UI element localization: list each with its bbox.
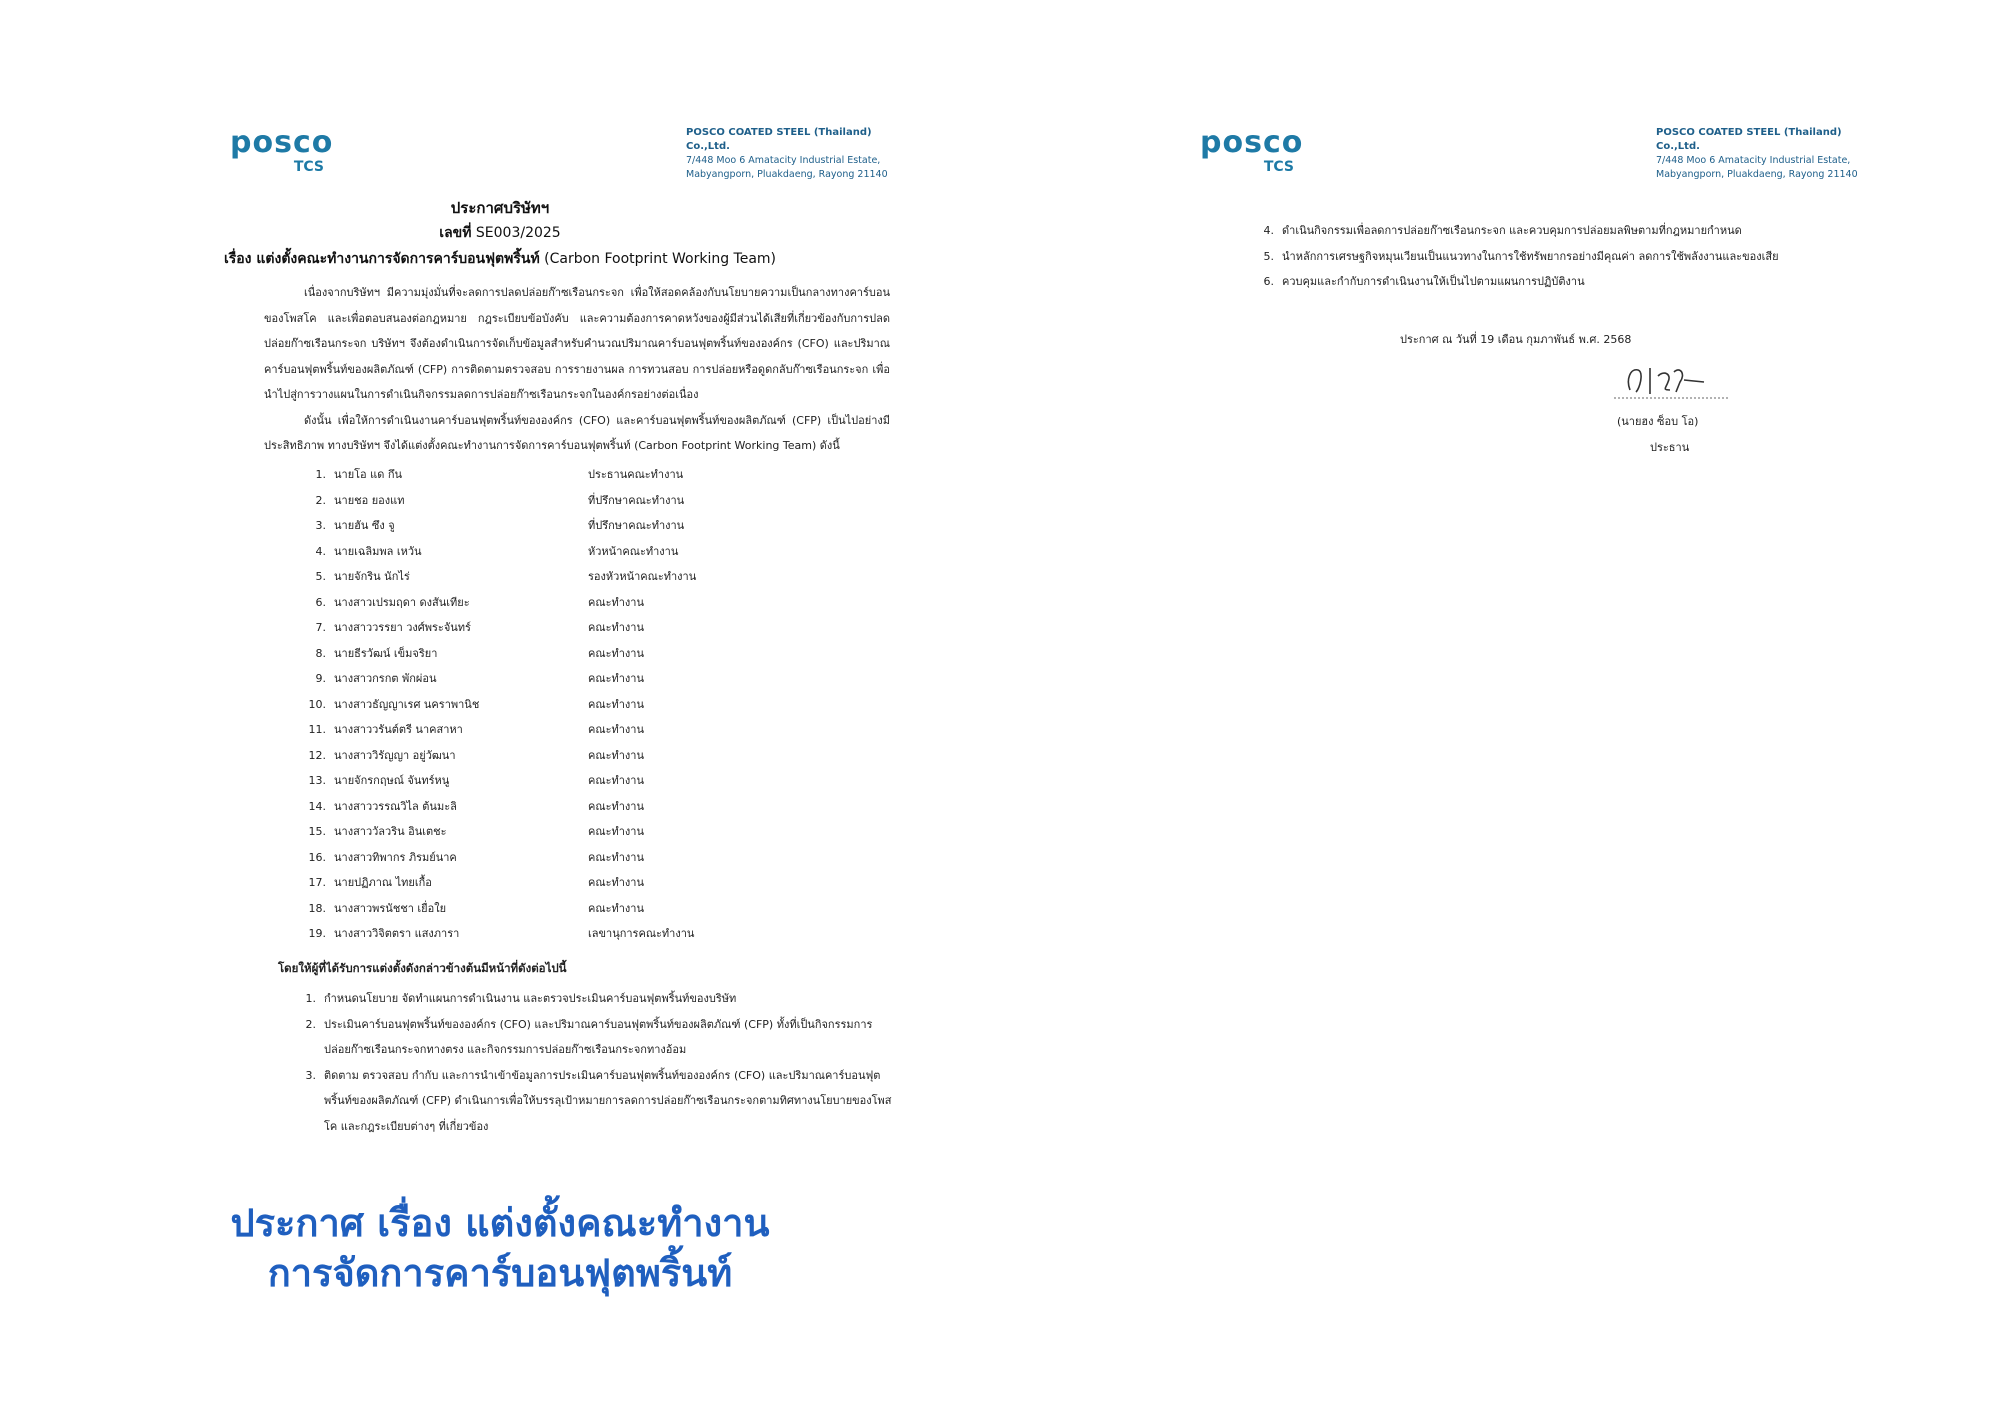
duty-number: 4.	[1263, 224, 1274, 237]
member-role: คณะทำงาน	[588, 748, 644, 762]
member-role: คณะทำงาน	[588, 621, 644, 634]
logo-word: posco	[230, 125, 334, 160]
banner-title-line2: การจัดการคาร์บอนฟุตพริ้นท์	[267, 1251, 733, 1295]
duty-item	[1258, 244, 1858, 270]
duty-item	[300, 986, 892, 1012]
member-number: 7.	[315, 621, 326, 634]
announcement-subject	[0, 248, 1000, 270]
duty-text: ประเมินคาร์บอนฟุตพริ้นท์ขององค์กร (CFO) และปริมาณคาร์บอนฟุตพริ้นท์ของผลิตภัณฑ์ (CFP) ทั้งที่เป็นกิจกรรมการปล่อยก๊าซเรือนกระจกทางตรง และกิจกรรมการปล่อยก๊าซเรือนกระจกทางอ้อม	[324, 1017, 873, 1056]
member-row	[300, 488, 800, 514]
duty-text: กำหนดนโยบาย จัดทำแผนการดำเนินงาน และตรวจประเมินคาร์บอนฟุตพริ้นท์ของบริษัท	[324, 992, 737, 1005]
company-header	[686, 126, 916, 182]
member-row	[300, 590, 800, 616]
member-role: คณะทำงาน	[588, 774, 644, 787]
member-name: นางสาววรันต์ตรี นาคสาหา	[334, 723, 463, 736]
member-name: นายฮัน ซึง จู	[334, 519, 395, 532]
subject-english: (Carbon Footprint Working Team)	[544, 251, 777, 267]
duty-item	[300, 1063, 892, 1140]
member-row	[300, 462, 800, 488]
member-role: คณะทำงาน	[588, 876, 644, 889]
signer-name: (นายฮง ซ็อบ โอ)	[1617, 415, 1699, 428]
body-paragraphs	[264, 280, 890, 459]
member-name: นายจักริน นักไร่	[334, 570, 410, 583]
duty-number: 6.	[1263, 275, 1274, 288]
logo-sub: TCS	[293, 159, 324, 175]
member-number: 19.	[308, 927, 326, 940]
number-label: เลขที่	[439, 225, 472, 241]
member-number: 10.	[308, 697, 326, 711]
duty-item	[300, 1012, 892, 1063]
member-role: ที่ปรึกษาคณะทำงาน	[588, 493, 685, 507]
member-number: 6.	[315, 595, 326, 609]
paragraph-2: ดังนั้น เพื่อให้การดำเนินงานคาร์บอนฟุตพริ้นท์ขององค์กร (CFO) และคาร์บอนฟุตพริ้นท์ของผลิตภัณฑ์ (CFP) เป็นไปอย่างมีประสิทธิภาพ ทางบริษัทฯ จึงได้แต่งตั้งคณะทำงานการจัดการคาร์บอนฟุตพริ้นท์ (Carbon Footprint Working Team) ดังนี้	[264, 413, 890, 452]
company-address-line1: 7/448 Moo 6 Amatacity Industrial Estate,	[1656, 155, 1851, 166]
duty-text: ติดตาม ตรวจสอบ กำกับ และการนำเข้าข้อมูลการประเมินคาร์บอนฟุตพริ้นท์ขององค์กร (CFO) และปริมาณคาร์บอนฟุตพริ้นท์ของผลิตภัณฑ์ (CFP) ดำเนินการเพื่อให้บรรลุเป้าหมายการลดการปล่อยก๊าซเรือนกระจกตามทิศทางนโยบายของโพสโค และกฎระเบียบต่างๆ ที่เกี่ยวข้อง	[324, 1068, 892, 1133]
member-name: นางสาวพรนัชชา เยื่อใย	[334, 901, 447, 915]
number-value: SE003/2025	[475, 225, 561, 241]
member-name: นางสาวทิพากร ภิรมย์นาค	[334, 850, 457, 864]
duty-item	[1258, 269, 1858, 295]
member-name: นางสาววิจิตตรา แสงภารา	[334, 927, 460, 940]
member-number: 13.	[308, 774, 326, 787]
member-number: 3.	[315, 519, 326, 532]
announcement-date: ประกาศ ณ วันที่ 19 เดือน กุมภาพันธ์ พ.ศ. 2568	[1400, 333, 1632, 346]
member-name: นางสาวเปรมฤดา ดงสันเทียะ	[334, 595, 470, 609]
member-name: นายชอ ยองแท	[334, 493, 405, 507]
document-page-2	[1000, 0, 2000, 1414]
signer-title: ประธาน	[1650, 441, 1690, 454]
duty-text: นำหลักการเศรษฐกิจหมุนเวียนเป็นแนวทางในการใช้ทรัพยากรอย่างมีคุณค่า ลดการใช้พลังงานและของเสีย	[1282, 249, 1779, 263]
duties-list-page1	[300, 986, 892, 1139]
member-number: 15.	[308, 825, 326, 838]
member-name: นางสาววรรยา วงศ์พระจันทร์	[334, 621, 471, 634]
duty-number: 5.	[1263, 249, 1274, 263]
members-list	[300, 462, 800, 947]
member-name: นายโอ แด กึน	[334, 468, 403, 481]
duty-number: 3.	[305, 1068, 316, 1082]
member-number: 12.	[308, 748, 326, 762]
duty-text: ควบคุมและกำกับการดำเนินงานให้เป็นไปตามแผนการปฏิบัติงาน	[1282, 275, 1585, 288]
duties-title: โดยให้ผู้ที่ได้รับการแต่งตั้งดังกล่าวข้างต้นมีหน้าที่ดังต่อไปนี้	[278, 961, 567, 975]
member-name: นางสาวธัญญาเรศ นคราพานิช	[334, 697, 480, 711]
logo-word: posco	[1200, 125, 1304, 160]
member-name: นายจักรกฤษณ์ จันทร์หนู	[334, 774, 450, 787]
member-number: 18.	[308, 901, 326, 915]
member-role: คณะทำงาน	[588, 723, 644, 736]
member-row	[300, 896, 800, 922]
member-role: คณะทำงาน	[588, 697, 644, 711]
member-row	[300, 717, 800, 743]
member-row	[300, 921, 800, 947]
member-row	[300, 666, 800, 692]
member-row	[300, 513, 800, 539]
member-row	[300, 692, 800, 718]
member-name: นางสาววรรณวิไล ต้นมะลิ	[334, 799, 457, 813]
member-row	[300, 743, 800, 769]
member-name: นายปฏิภาณ ไทยเกื้อ	[334, 876, 432, 889]
member-name: นางสาวกรกต พักผ่อน	[334, 672, 437, 685]
company-name: POSCO COATED STEEL (Thailand) Co.,Ltd.	[686, 127, 872, 152]
duty-number: 1.	[305, 992, 316, 1005]
duty-number: 2.	[305, 1017, 316, 1031]
signature-image	[1600, 360, 1740, 406]
member-name: นางสาววัลวริน อินเตชะ	[334, 825, 447, 838]
company-header	[1656, 126, 1886, 182]
member-role: หัวหน้าคณะทำงาน	[588, 544, 679, 558]
member-number: 5.	[315, 570, 326, 583]
member-role: คณะทำงาน	[588, 595, 644, 609]
member-row	[300, 539, 800, 565]
member-number: 8.	[315, 646, 326, 660]
member-row	[300, 794, 800, 820]
member-number: 4.	[315, 544, 326, 558]
paragraph-1: เนื่องจากบริษัทฯ มีความมุ่งมั่นที่จะลดการปลดปล่อยก๊าซเรือนกระจก เพื่อให้สอดคล้องกับนโยบายความเป็นกลางทางคาร์บอนของโพสโค และเพื่อตอบสนองต่อกฎหมาย กฎระเบียบข้อบังคับ และความต้องการคาดหวังของผู้มีส่วนได้เสียที่เกี่ยวข้องกับการปลดปล่อยก๊าซเรือนกระจก บริษัทฯ จึงต้องดำเนินการจัดเก็บข้อมูลสำหรับคำนวณปริมาณคาร์บอนฟุตพริ้นท์ขององค์กร (CFO) และปริมาณคาร์บอนฟุตพริ้นท์ของผลิตภัณฑ์ (CFP) การติดตามตรวจสอบ การรายงานผล การทวนสอบ การปล่อยหรือดูดกลับก๊าซเรือนกระจก เพื่อนำไปสู่การวางแผนในการดำเนินกิจกรรมลดการปล่อยก๊าซเรือนกระจกในองค์กรอย่างต่อเนื่อง	[264, 286, 890, 401]
member-role: เลขานุการคณะทำงาน	[588, 927, 695, 940]
member-number: 14.	[308, 799, 326, 813]
member-row	[300, 615, 800, 641]
member-row	[300, 564, 800, 590]
announcement-title: ประกาศบริษัทฯ	[450, 199, 550, 217]
posco-logo	[1200, 125, 1310, 188]
company-name: POSCO COATED STEEL (Thailand) Co.,Ltd.	[1656, 127, 1842, 152]
member-role: คณะทำงาน	[588, 672, 644, 685]
member-role: รองหัวหน้าคณะทำงาน	[588, 570, 697, 583]
member-role: ประธานคณะทำงาน	[588, 468, 684, 481]
member-number: 16.	[308, 850, 326, 864]
member-number: 2.	[315, 493, 326, 507]
member-row	[300, 845, 800, 871]
member-number: 17.	[308, 876, 326, 889]
member-role: คณะทำงาน	[588, 646, 644, 660]
duty-item	[1258, 218, 1858, 244]
subject-label: เรื่อง แต่งตั้งคณะทำงานการจัดการคาร์บอนฟุตพริ้นท์	[223, 251, 540, 267]
member-name: นายเฉลิมพล เหวัน	[334, 544, 422, 558]
member-row	[300, 870, 800, 896]
member-number: 1.	[315, 468, 326, 481]
member-row	[300, 819, 800, 845]
member-role: คณะทำงาน	[588, 901, 644, 915]
announcement-number	[0, 222, 1000, 244]
member-row	[300, 768, 800, 794]
company-address-line1: 7/448 Moo 6 Amatacity Industrial Estate,	[686, 155, 881, 166]
member-role: ที่ปรึกษาคณะทำงาน	[588, 519, 685, 532]
duties-list-page2	[1258, 218, 1858, 295]
member-name: นางสาววิรัญญา อยู่วัฒนา	[334, 748, 456, 762]
member-role: คณะทำงาน	[588, 799, 644, 813]
member-name: นายธีรวัฒน์ เข็มจริยา	[334, 646, 438, 660]
member-number: 9.	[315, 672, 326, 685]
member-role: คณะทำงาน	[588, 850, 644, 864]
posco-logo	[230, 125, 340, 188]
logo-sub: TCS	[1263, 159, 1294, 175]
company-address-line2: Mabyangporn, Pluakdaeng, Rayong 21140	[686, 169, 888, 180]
member-row	[300, 641, 800, 667]
duty-text: ดำเนินกิจกรรมเพื่อลดการปล่อยก๊าซเรือนกระจก และควบคุมการปล่อยมลพิษตามที่กฎหมายกำหนด	[1282, 224, 1742, 237]
banner-title-line1: ประกาศ เรื่อง แต่งตั้งคณะทำงาน	[230, 1201, 770, 1245]
member-role: คณะทำงาน	[588, 825, 644, 838]
member-number: 11.	[308, 723, 326, 736]
company-address-line2: Mabyangporn, Pluakdaeng, Rayong 21140	[1656, 169, 1858, 180]
